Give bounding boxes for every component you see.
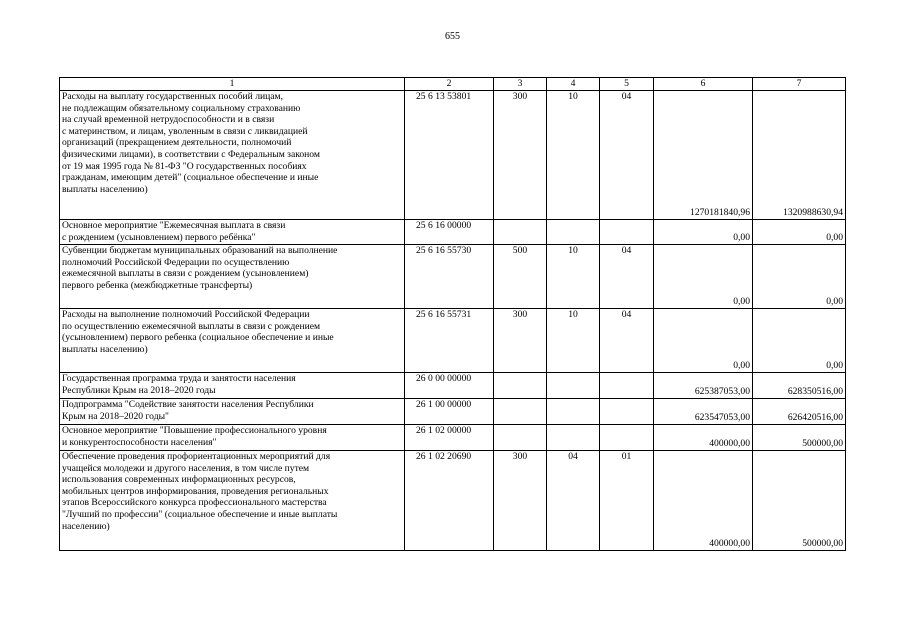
description-line: первого ребенка (межбюджетные трансферты)	[62, 279, 253, 291]
amount-year-1: 1270181840,96	[654, 91, 753, 220]
expense-type-code: 500	[494, 245, 547, 309]
row-description	[60, 451, 405, 551]
amount-year-1: 400000,00	[654, 425, 753, 451]
description-line: Расходы на выполнение полномочий Российской Федерации	[62, 309, 310, 320]
table-row	[60, 245, 846, 309]
subsection-code	[600, 425, 654, 451]
amount-year-1: 0,00	[654, 309, 753, 373]
column-header: 5	[600, 78, 654, 91]
amount-year-2: 626420516,00	[753, 399, 846, 425]
table-row	[60, 91, 846, 220]
description-line: физическими лицами), в соответствии с Федеральным законом	[62, 148, 320, 160]
section-code	[547, 220, 600, 245]
description-line: от 19 мая 1995 года № 81-ФЗ "О государственных пособиях	[62, 160, 307, 172]
description-line: Подпрограмма "Содействие занятости населения Республики	[62, 399, 314, 410]
section-code	[547, 373, 600, 399]
table-header-row	[60, 78, 846, 91]
expense-type-code	[494, 373, 547, 399]
expense-type-code	[494, 425, 547, 451]
amount-year-2: 500000,00	[753, 451, 846, 551]
amount-year-2: 0,00	[753, 245, 846, 309]
table-row	[60, 451, 846, 551]
amount-year-2: 1320988630,94	[753, 91, 846, 220]
target-article-code: 26 1 02 00000	[405, 425, 494, 451]
description-line: населению)	[62, 520, 110, 532]
subsection-code	[600, 399, 654, 425]
description-line: выплаты населению)	[62, 343, 148, 355]
amount-year-1: 623547053,00	[654, 399, 753, 425]
description-line: Обеспечение проведения профориентационных мероприятий для	[62, 451, 331, 462]
target-article-code: 25 6 16 55730	[405, 245, 494, 309]
target-article-code: 25 6 16 00000	[405, 220, 494, 245]
description-line: и конкурентоспособности населения"	[62, 436, 217, 448]
subsection-code: 04	[600, 245, 654, 309]
expense-type-code: 300	[494, 451, 547, 551]
table-row	[60, 373, 846, 399]
description-line: на случай временной нетрудоспособности и в связи	[62, 114, 275, 126]
column-header: 2	[405, 78, 494, 91]
description-line: Крым на 2018–2020 годы"	[62, 410, 169, 422]
column-header: 4	[547, 78, 600, 91]
section-code: 04	[547, 451, 600, 551]
row-description	[60, 425, 405, 451]
description-line: по осуществлению ежемесячной выплаты в связи с рождением	[62, 320, 321, 332]
column-header: 1	[60, 78, 405, 91]
row-description	[60, 220, 405, 245]
description-line: не подлежащим обязательному социальному страхованию	[62, 102, 301, 114]
amount-year-2: 500000,00	[753, 425, 846, 451]
table-row	[60, 399, 846, 425]
subsection-code: 04	[600, 309, 654, 373]
description-line: ежемесячной выплаты в связи с рождением (усыновлением)	[62, 268, 309, 280]
section-code	[547, 425, 600, 451]
target-article-code: 26 1 02 20690	[405, 451, 494, 551]
column-header: 7	[753, 78, 846, 91]
description-line: организаций (прекращением деятельности, полномочий	[62, 137, 292, 149]
section-code: 10	[547, 309, 600, 373]
expense-type-code: 300	[494, 309, 547, 373]
amount-year-2: 0,00	[753, 220, 846, 245]
description-line: мобильных центров информирования, проведения региональных	[62, 485, 329, 497]
target-article-code: 25 6 13 53801	[405, 91, 494, 220]
column-header: 3	[494, 78, 547, 91]
description-line: полномочий Российской Федерации по осуществлению	[62, 256, 290, 268]
description-line: этапов Всероссийского конкурса профессионального мастерства	[62, 497, 327, 509]
row-description	[60, 399, 405, 425]
description-line: выплаты населению)	[62, 183, 148, 195]
description-line: Государственная программа труда и занятости населения	[62, 373, 296, 384]
budget-table	[59, 77, 846, 551]
target-article-code: 26 1 00 00000	[405, 399, 494, 425]
table-row	[60, 309, 846, 373]
subsection-code	[600, 373, 654, 399]
description-line: Республики Крым на 2018–2020 годы	[62, 384, 216, 396]
amount-year-1: 0,00	[654, 245, 753, 309]
row-description	[60, 91, 405, 220]
amount-year-1: 625387053,00	[654, 373, 753, 399]
row-description	[60, 245, 405, 309]
description-line: (усыновлением) первого ребенка (социальное обеспечение и иные	[62, 332, 334, 344]
description-line: "Лучший по профессии" (социальное обеспечение и иные выплаты	[62, 508, 338, 520]
description-line: с рождением (усыновлением) первого ребёнка"	[62, 231, 256, 243]
section-code: 10	[547, 245, 600, 309]
amount-year-2: 628350516,00	[753, 373, 846, 399]
description-line: учащейся молодежи и другого населения, в том числе путем	[62, 462, 310, 474]
description-line: гражданам, имеющим детей" (социальное обеспечение и иные	[62, 172, 319, 184]
table-row	[60, 425, 846, 451]
amount-year-1: 400000,00	[654, 451, 753, 551]
target-article-code: 26 0 00 00000	[405, 373, 494, 399]
description-line: Основное мероприятие "Повышение профессионального уровня	[62, 425, 327, 436]
subsection-code: 04	[600, 91, 654, 220]
description-line: использования современных информационных ресурсов,	[62, 474, 296, 486]
row-description	[60, 309, 405, 373]
target-article-code: 25 6 16 55731	[405, 309, 494, 373]
expense-type-code	[494, 399, 547, 425]
table-row	[60, 220, 846, 245]
expense-type-code: 300	[494, 91, 547, 220]
description-line: с материнством, и лицам, уволенным в связи с ликвидацией	[62, 125, 308, 137]
description-line: Расходы на выплату государственных пособий лицам,	[62, 91, 284, 102]
row-description	[60, 373, 405, 399]
amount-year-2: 0,00	[753, 309, 846, 373]
subsection-code: 01	[600, 451, 654, 551]
description-line: Основное мероприятие "Ежемесячная выплата в связи	[62, 220, 286, 231]
column-header: 6	[654, 78, 753, 91]
page-number: 655	[445, 31, 460, 42]
amount-year-1: 0,00	[654, 220, 753, 245]
subsection-code	[600, 220, 654, 245]
description-line: Субвенции бюджетам муниципальных образований на выполнение	[62, 245, 338, 256]
expense-type-code	[494, 220, 547, 245]
section-code	[547, 399, 600, 425]
section-code: 10	[547, 91, 600, 220]
